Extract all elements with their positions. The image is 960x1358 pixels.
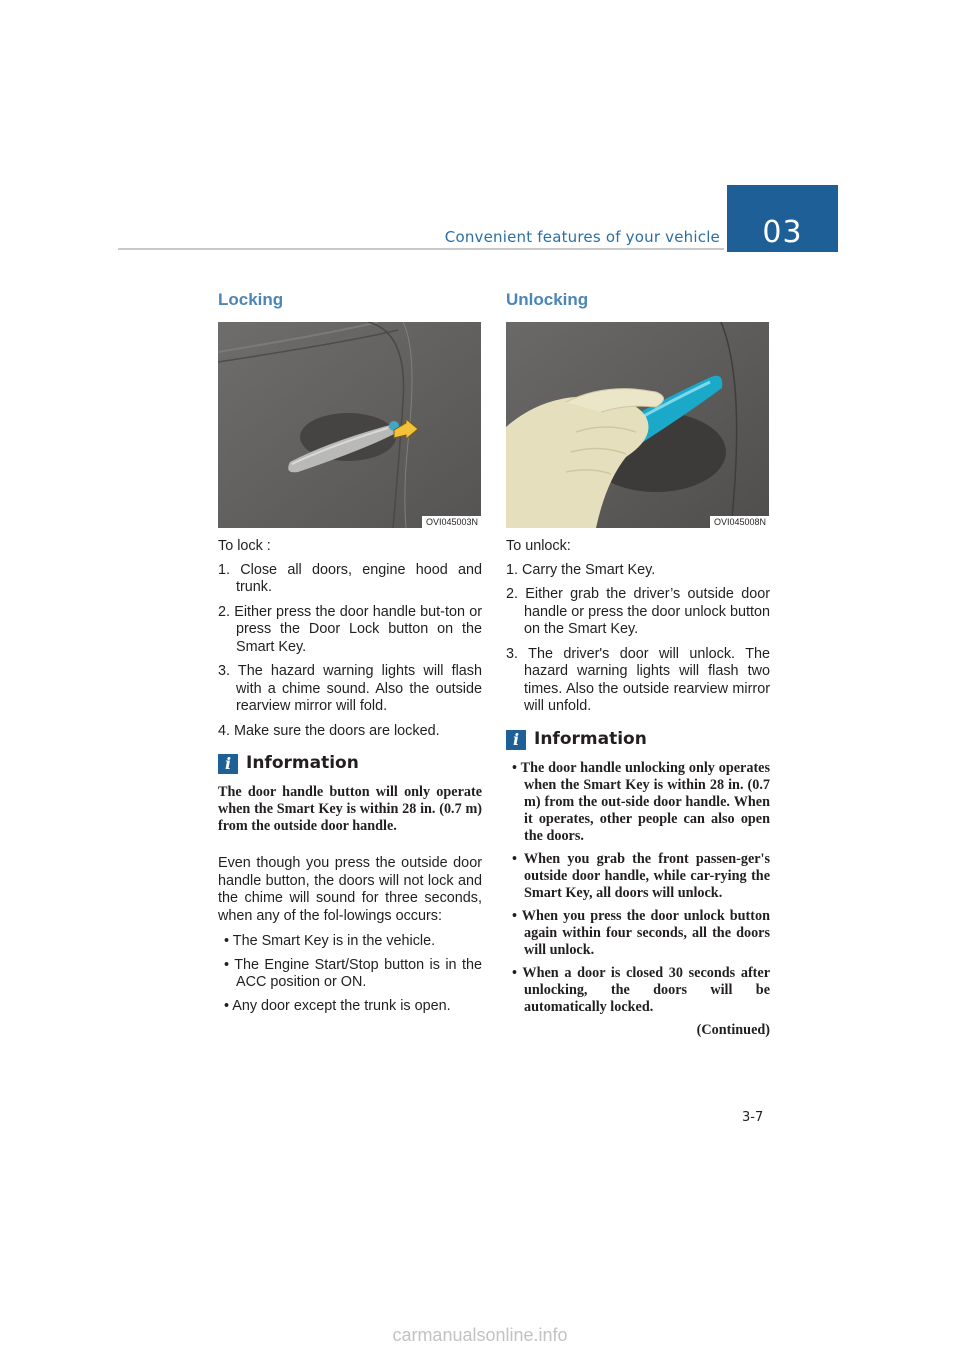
info-bullets bbox=[506, 760, 770, 1016]
locking-heading: Locking bbox=[218, 290, 284, 309]
list-item: 1. Close all doors, engine hood and trunk. bbox=[218, 561, 482, 595]
list-item: 3. The driver's door will unlock. The hazard warning lights will flash two times. Also the outside rearview mirror will unfold. bbox=[506, 645, 770, 714]
info-note: The door handle button will only operate when the Smart Key is within 28 in. (0.7 m) from the outside door handle. bbox=[218, 784, 482, 834]
page-number: 3-7 bbox=[742, 1110, 764, 1125]
exception-paragraph: Even though you press the outside door handle button, the doors will not lock and the chime will sound for three seconds, when any of the fol-lowings occurs: bbox=[218, 855, 482, 924]
list-item: • When you grab the front passen-ger's outside door handle, while car-rying the Smart Key, all doors will unlock. bbox=[512, 850, 770, 901]
running-header: Convenient features of your vehicle bbox=[444, 228, 720, 246]
list-item: 2. Either press the door handle but-ton or press the Door Lock button on the Smart Key. bbox=[218, 603, 482, 655]
list-item: • The door handle unlocking only operates when the Smart Key is within 28 in. (0.7 m) from the out-side door handle. When it operates, other people can also open the doors. bbox=[512, 759, 770, 844]
unlock-intro: To unlock: bbox=[506, 538, 571, 554]
unlock-steps bbox=[506, 562, 770, 716]
door-handle-illustration bbox=[218, 322, 481, 528]
info-heading bbox=[506, 730, 770, 750]
info-heading bbox=[218, 754, 482, 774]
info-title: Information bbox=[534, 728, 647, 749]
figure-code: OVI045003N bbox=[422, 516, 481, 528]
list-item: • The Smart Key is in the vehicle. bbox=[224, 933, 436, 949]
chapter-tab bbox=[727, 185, 838, 252]
list-item: 1. Carry the Smart Key. bbox=[506, 561, 656, 578]
list-item: • When a door is closed 30 seconds after unlocking, the doors will be automatically locked. bbox=[512, 964, 770, 1015]
unlocking-heading: Unlocking bbox=[506, 290, 589, 309]
lock-intro: To lock : bbox=[218, 538, 271, 554]
chapter-number: 03 bbox=[762, 215, 803, 250]
right-column bbox=[506, 290, 770, 1039]
left-column bbox=[218, 290, 482, 1021]
lock-steps bbox=[218, 562, 482, 741]
figure-code: OVI045008N bbox=[710, 516, 769, 528]
list-item: • The Engine Start/Stop button is in the ACC position or ON. bbox=[224, 956, 482, 990]
exception-list bbox=[218, 933, 482, 1015]
header-rule bbox=[118, 248, 724, 250]
info-icon: i bbox=[218, 754, 238, 774]
unlocking-figure bbox=[506, 322, 769, 528]
list-item: 3. The hazard warning lights will flash with a chime sound. Also the outside rearview mirror will fold. bbox=[218, 663, 482, 714]
list-item: • When you press the door unlock button again within four seconds, all the doors will unlock. bbox=[512, 907, 770, 958]
hand-grab-illustration bbox=[506, 322, 769, 528]
watermark: carmanualsonline.info bbox=[392, 1325, 568, 1345]
list-item: • Any door except the trunk is open. bbox=[224, 997, 451, 1014]
info-icon: i bbox=[506, 730, 526, 750]
locking-figure bbox=[218, 322, 481, 528]
list-item: 2. Either grab the driver’s outside door handle or press the door unlock button on the Smart Key. bbox=[506, 586, 770, 637]
continued-label: (Continued) bbox=[696, 1021, 770, 1038]
list-item: 4. Make sure the doors are locked. bbox=[218, 722, 440, 739]
info-title: Information bbox=[246, 753, 359, 774]
